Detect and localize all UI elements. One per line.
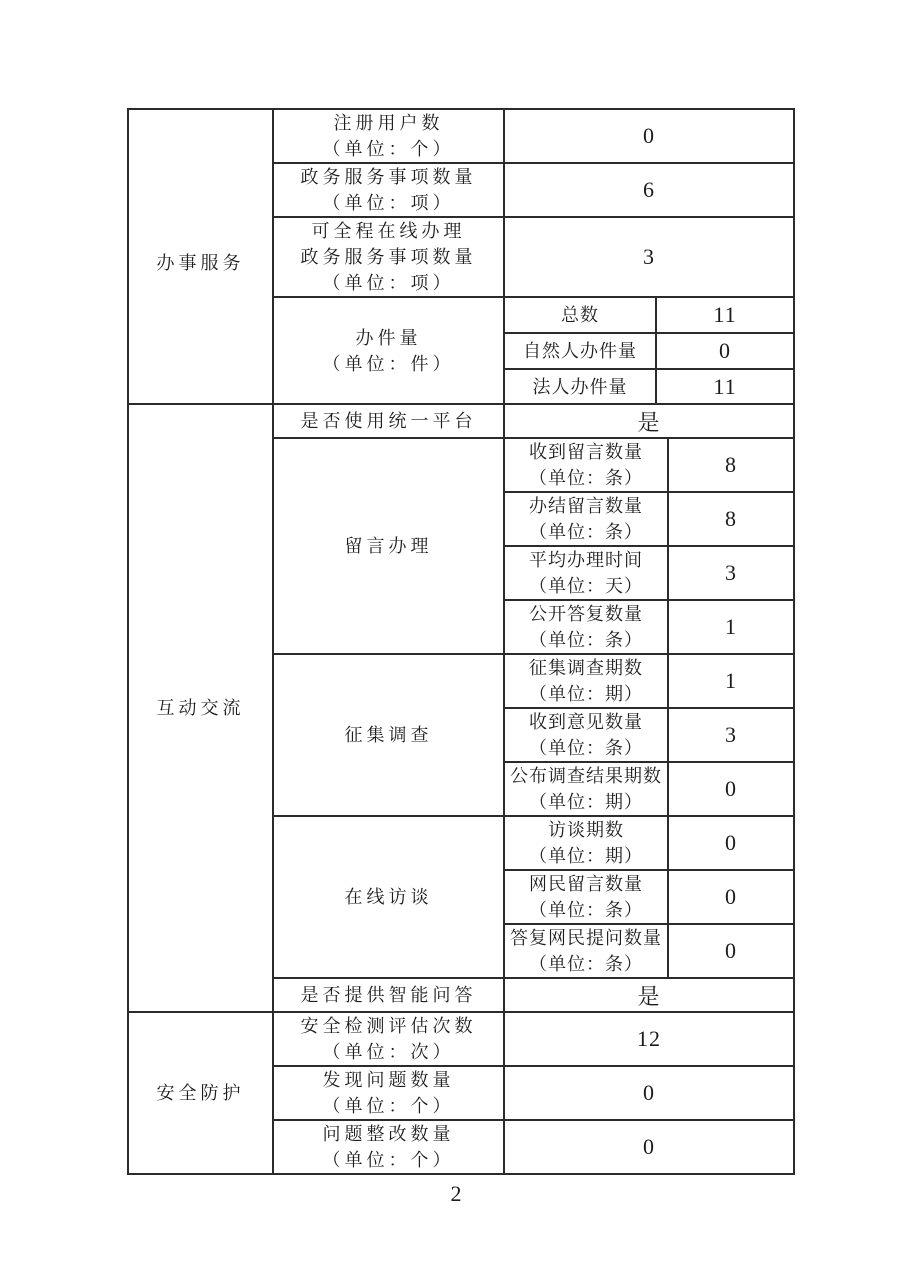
label-cell (273, 163, 504, 217)
value-cell: 0 (504, 1120, 794, 1174)
sublabel-line: 访谈期数 (548, 820, 624, 840)
group-label-cell (273, 297, 504, 404)
value-cell: 是 (504, 404, 794, 438)
sublabel-line: 自然人办件量 (523, 341, 637, 361)
unit-line: （单位：个） (322, 1096, 455, 1116)
sublabel-line: 公开答复数量 (529, 604, 643, 624)
sublabel-line: 平均办理时间 (529, 550, 643, 570)
label-line: 在线访谈 (344, 887, 433, 907)
sublabel-cell (504, 924, 668, 978)
value-cell: 11 (656, 297, 794, 333)
label-line: 是否提供智能问答 (300, 985, 477, 1005)
unit-line: （单位：个） (322, 1150, 455, 1170)
sublabel-cell (504, 546, 668, 600)
sublabel-cell (504, 762, 668, 816)
label-cell (273, 978, 504, 1012)
table-row (128, 404, 794, 438)
unit-line: （单位：期） (529, 792, 643, 812)
label-cell (273, 1120, 504, 1174)
label-line: 政务服务事项数量 (300, 247, 477, 267)
unit-line: （单位：期） (529, 846, 643, 866)
value-cell: 0 (504, 1066, 794, 1120)
value-cell: 0 (668, 924, 794, 978)
value-cell: 0 (668, 816, 794, 870)
label-cell (273, 404, 504, 438)
label-line: 办件量 (355, 327, 422, 348)
unit-line: （单位：项） (322, 273, 455, 293)
value-cell: 1 (668, 600, 794, 654)
sublabel-cell (504, 333, 656, 369)
value-cell: 11 (656, 369, 794, 404)
label-line: 留言办理 (344, 536, 433, 556)
sublabel-cell (504, 600, 668, 654)
value-cell: 1 (668, 654, 794, 708)
value-cell: 8 (668, 492, 794, 546)
sublabel-cell (504, 654, 668, 708)
section-label: 安全防护 (156, 1083, 245, 1103)
label-cell (273, 109, 504, 163)
value-cell: 0 (668, 870, 794, 924)
label-line: 可全程在线办理 (311, 221, 466, 241)
unit-line: （单位：项） (322, 193, 455, 213)
sublabel-line: 答复网民提问数量 (510, 928, 662, 948)
unit-line: （单位：天） (529, 576, 643, 596)
sublabel-line: 公布调查结果期数 (510, 766, 662, 786)
value-cell: 6 (504, 163, 794, 217)
unit-line: （单位：期） (529, 684, 643, 704)
sublabel-line: 收到留言数量 (529, 442, 643, 462)
label-line: 发现问题数量 (322, 1070, 455, 1090)
sublabel-line: 收到意见数量 (529, 712, 643, 732)
unit-line: （单位：个） (322, 139, 455, 159)
section-label: 互动交流 (156, 698, 245, 718)
sublabel-line: 法人办件量 (532, 376, 628, 397)
section-cell-anquan (128, 1012, 273, 1174)
unit-line: （单位：条） (529, 900, 643, 920)
section-cell-hudong (128, 404, 273, 1012)
unit-line: （单位：条） (529, 468, 643, 488)
unit-line: （单位：条） (529, 954, 643, 974)
value-cell: 0 (504, 109, 794, 163)
unit-line: （单位：条） (529, 630, 643, 650)
unit-line: （单位：条） (529, 738, 643, 758)
value-cell: 8 (668, 438, 794, 492)
value-cell: 12 (504, 1012, 794, 1066)
sublabel-line: 征集调查期数 (529, 658, 643, 678)
group-label-cell (273, 816, 504, 978)
sublabel-cell (504, 870, 668, 924)
unit-line: （单位：次） (322, 1042, 455, 1062)
report-table (127, 108, 795, 1175)
section-cell-banshi (128, 109, 273, 404)
label-cell (273, 217, 504, 297)
sublabel-line: 总数 (561, 305, 599, 325)
table-row (128, 109, 794, 163)
section-label: 办事服务 (156, 252, 245, 273)
sublabel-cell (504, 816, 668, 870)
group-label-cell (273, 654, 504, 816)
sublabel-line: 网民留言数量 (529, 874, 643, 894)
label-cell (273, 1012, 504, 1066)
page-number: 2 (450, 1181, 462, 1206)
value-cell: 0 (656, 333, 794, 369)
label-line: 注册用户数 (333, 113, 444, 133)
unit-line: （单位：件） (322, 353, 455, 374)
value-cell: 是 (504, 978, 794, 1012)
sublabel-line: 办结留言数量 (529, 496, 643, 516)
sublabel-cell (504, 492, 668, 546)
label-line: 政务服务事项数量 (300, 167, 477, 187)
sublabel-cell (504, 438, 668, 492)
value-cell: 3 (668, 708, 794, 762)
sublabel-cell (504, 708, 668, 762)
label-line: 征集调查 (344, 725, 433, 745)
value-cell: 3 (668, 546, 794, 600)
sublabel-cell (504, 369, 656, 404)
sublabel-cell (504, 297, 656, 333)
unit-line: （单位：条） (529, 522, 643, 542)
label-line: 是否使用统一平台 (300, 411, 477, 431)
group-label-cell (273, 438, 504, 654)
label-cell (273, 1066, 504, 1120)
label-line: 安全检测评估次数 (300, 1016, 477, 1036)
label-line: 问题整改数量 (322, 1124, 455, 1144)
value-cell: 0 (668, 762, 794, 816)
table-row (128, 1012, 794, 1066)
value-cell: 3 (504, 217, 794, 297)
